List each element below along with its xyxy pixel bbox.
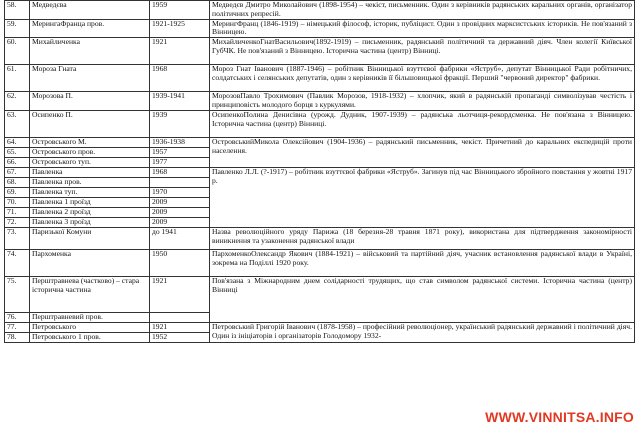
- cell-year: 1921: [150, 38, 210, 65]
- cell-num: 59.: [5, 19, 30, 38]
- table-row: [5, 227, 635, 249]
- cell-year: 1939-1941: [150, 92, 210, 111]
- streets-table: [4, 0, 635, 343]
- cell-name: Островського туп.: [30, 157, 150, 167]
- cell-year: 2009: [150, 197, 210, 207]
- cell-name: Петровського 1 пров.: [30, 332, 150, 342]
- watermark[interactable]: WWW.VINNITSA.INFO: [485, 409, 634, 425]
- table-row: [5, 249, 635, 276]
- cell-desc: Мороз Гнат Іванович (1887-1946) – робітник Вінницької взуттєвої фабрики «Яструб», депутат Вінницької Ради робітничих, солдатських і селянських депутатів, один з керівників її більшовицької фракції. Перший "червоний директор" фабрики.: [210, 65, 635, 92]
- cell-desc: МерингФранц (1846-1919) – німецький філософ, історик, публіцист. Один з провідних марксистських істориків. Не пов'язаний з Вінницею.: [210, 19, 635, 38]
- cell-num: 58.: [5, 1, 30, 20]
- cell-name: Островського М.: [30, 137, 150, 147]
- cell-num: 61.: [5, 65, 30, 92]
- table-row: [5, 167, 635, 177]
- table-row: [5, 38, 635, 65]
- cell-year: 1959: [150, 1, 210, 20]
- cell-name: Павленка 1 проїзд: [30, 197, 150, 207]
- cell-num: 74.: [5, 249, 30, 276]
- cell-name: Паризької Комуни: [30, 227, 150, 249]
- cell-year: 1968: [150, 65, 210, 92]
- cell-name: Петровського: [30, 322, 150, 332]
- cell-name: Островського пров.: [30, 147, 150, 157]
- cell-name: Павленка: [30, 167, 150, 177]
- cell-name: Павленка туп.: [30, 187, 150, 197]
- cell-num: 76.: [5, 312, 30, 322]
- cell-num: 68.: [5, 177, 30, 187]
- cell-num: 70.: [5, 197, 30, 207]
- cell-num: 62.: [5, 92, 30, 111]
- cell-num: 75.: [5, 276, 30, 312]
- cell-num: 67.: [5, 167, 30, 177]
- cell-year: [150, 312, 210, 322]
- table-row: [5, 276, 635, 312]
- table-row: [5, 65, 635, 92]
- cell-desc: ОстровськийМикола Олексійович (1904-1936) – радянський письменник, чекіст. Причетний до каральних експедицій проти населення.: [210, 137, 635, 167]
- cell-name: Михайличенка: [30, 38, 150, 65]
- cell-year: 1939: [150, 110, 210, 137]
- cell-name: Перштравнева (частково) – стара історична частина: [30, 276, 150, 312]
- table-row: [5, 1, 635, 20]
- cell-year: 1950: [150, 249, 210, 276]
- cell-name: Осипенко П.: [30, 110, 150, 137]
- cell-desc: Павленко Л.Л. (?-1917) – робітник взуттєвої фабрики «Яструб». Загинув під час Вінницького збройного повстання у жовтні 1917 р.: [210, 167, 635, 227]
- table-row: [5, 137, 635, 147]
- cell-year: 2009: [150, 207, 210, 217]
- cell-num: 72.: [5, 217, 30, 227]
- cell-desc: Медведєв Дмитро Миколайович (1898-1954) – чекіст, письменник. Один з керівників радянських каральних органів, організатор політичних репресій.: [210, 1, 635, 20]
- cell-name: Павленка 2 проїзд: [30, 207, 150, 217]
- cell-desc: Назва революційного уряду Парижа (18 березня-28 травня 1871 року), використана для підтвердження закономірності виникнення та узаконення радянської влади: [210, 227, 635, 249]
- cell-num: 66.: [5, 157, 30, 167]
- cell-num: 60.: [5, 38, 30, 65]
- cell-num: 73.: [5, 227, 30, 249]
- cell-name: Морозова П.: [30, 92, 150, 111]
- cell-num: 77.: [5, 322, 30, 332]
- cell-year: 1921: [150, 322, 210, 332]
- cell-desc: Пов'язана з Міжнародним днем солідарності трудящих, що став символом радянської системи. Історична частина (центр) Вінниці: [210, 276, 635, 322]
- table-row: [5, 19, 635, 38]
- cell-num: 69.: [5, 187, 30, 197]
- cell-year: 1970: [150, 187, 210, 197]
- cell-name: Павленка пров.: [30, 177, 150, 187]
- cell-desc: ОсипенкоПолина Денисівна (урожд. Дудник, 1907-1939) – радянська льотчиця-рекордсменка. Не пов'язана з Вінницею. Історична частина (центр) Вінниці.: [210, 110, 635, 137]
- cell-name: МерингаФранца пров.: [30, 19, 150, 38]
- cell-year: 1921: [150, 276, 210, 312]
- cell-desc: Петровський Григорій Іванович (1878-1958) – професійний революціонер, український радянський державний і політичний діяч. Один із ініціаторів і організаторів Голодомору 1932-: [210, 322, 635, 342]
- cell-desc: МорозовПавло Трохимович (Павлик Морозов, 1918-1932) – хлопчик, який в радянській пропаганді символізував честість і принциповість молодого борця з куркулями.: [210, 92, 635, 111]
- cell-year: [150, 177, 210, 187]
- cell-year: 1936-1938: [150, 137, 210, 147]
- cell-year: 1952: [150, 332, 210, 342]
- cell-desc: МихайличенкоГнатВасильович(1892-1919) – письменник, радянський політичний та державний діяч. Член колегії Київської ГубЧК. Не пов'язаний з Вінницею. Історична частина (центр) Вінниці.: [210, 38, 635, 65]
- cell-name: Павленка 3 проїзд: [30, 217, 150, 227]
- cell-name: Пархоменка: [30, 249, 150, 276]
- cell-year: 1957: [150, 147, 210, 157]
- cell-year: 2009: [150, 217, 210, 227]
- cell-year: 1968: [150, 167, 210, 177]
- table-row: [5, 322, 635, 332]
- cell-year: до 1941: [150, 227, 210, 249]
- table-row: [5, 110, 635, 137]
- cell-num: 78.: [5, 332, 30, 342]
- cell-name: Медведєва: [30, 1, 150, 20]
- table-row: [5, 92, 635, 111]
- cell-num: 63.: [5, 110, 30, 137]
- cell-year: 1921-1925: [150, 19, 210, 38]
- cell-desc: ПархоменкоОлександр Якович (1884-1921) – військовий та партійний діяч, учасник встановлення радянської влади в Україні, зокрема на Поділлі 1920 року.: [210, 249, 635, 276]
- cell-num: 65.: [5, 147, 30, 157]
- cell-name: Перштравневий пров.: [30, 312, 150, 322]
- cell-num: 71.: [5, 207, 30, 217]
- cell-year: 1977: [150, 157, 210, 167]
- cell-num: 64.: [5, 137, 30, 147]
- cell-name: Мороза Гната: [30, 65, 150, 92]
